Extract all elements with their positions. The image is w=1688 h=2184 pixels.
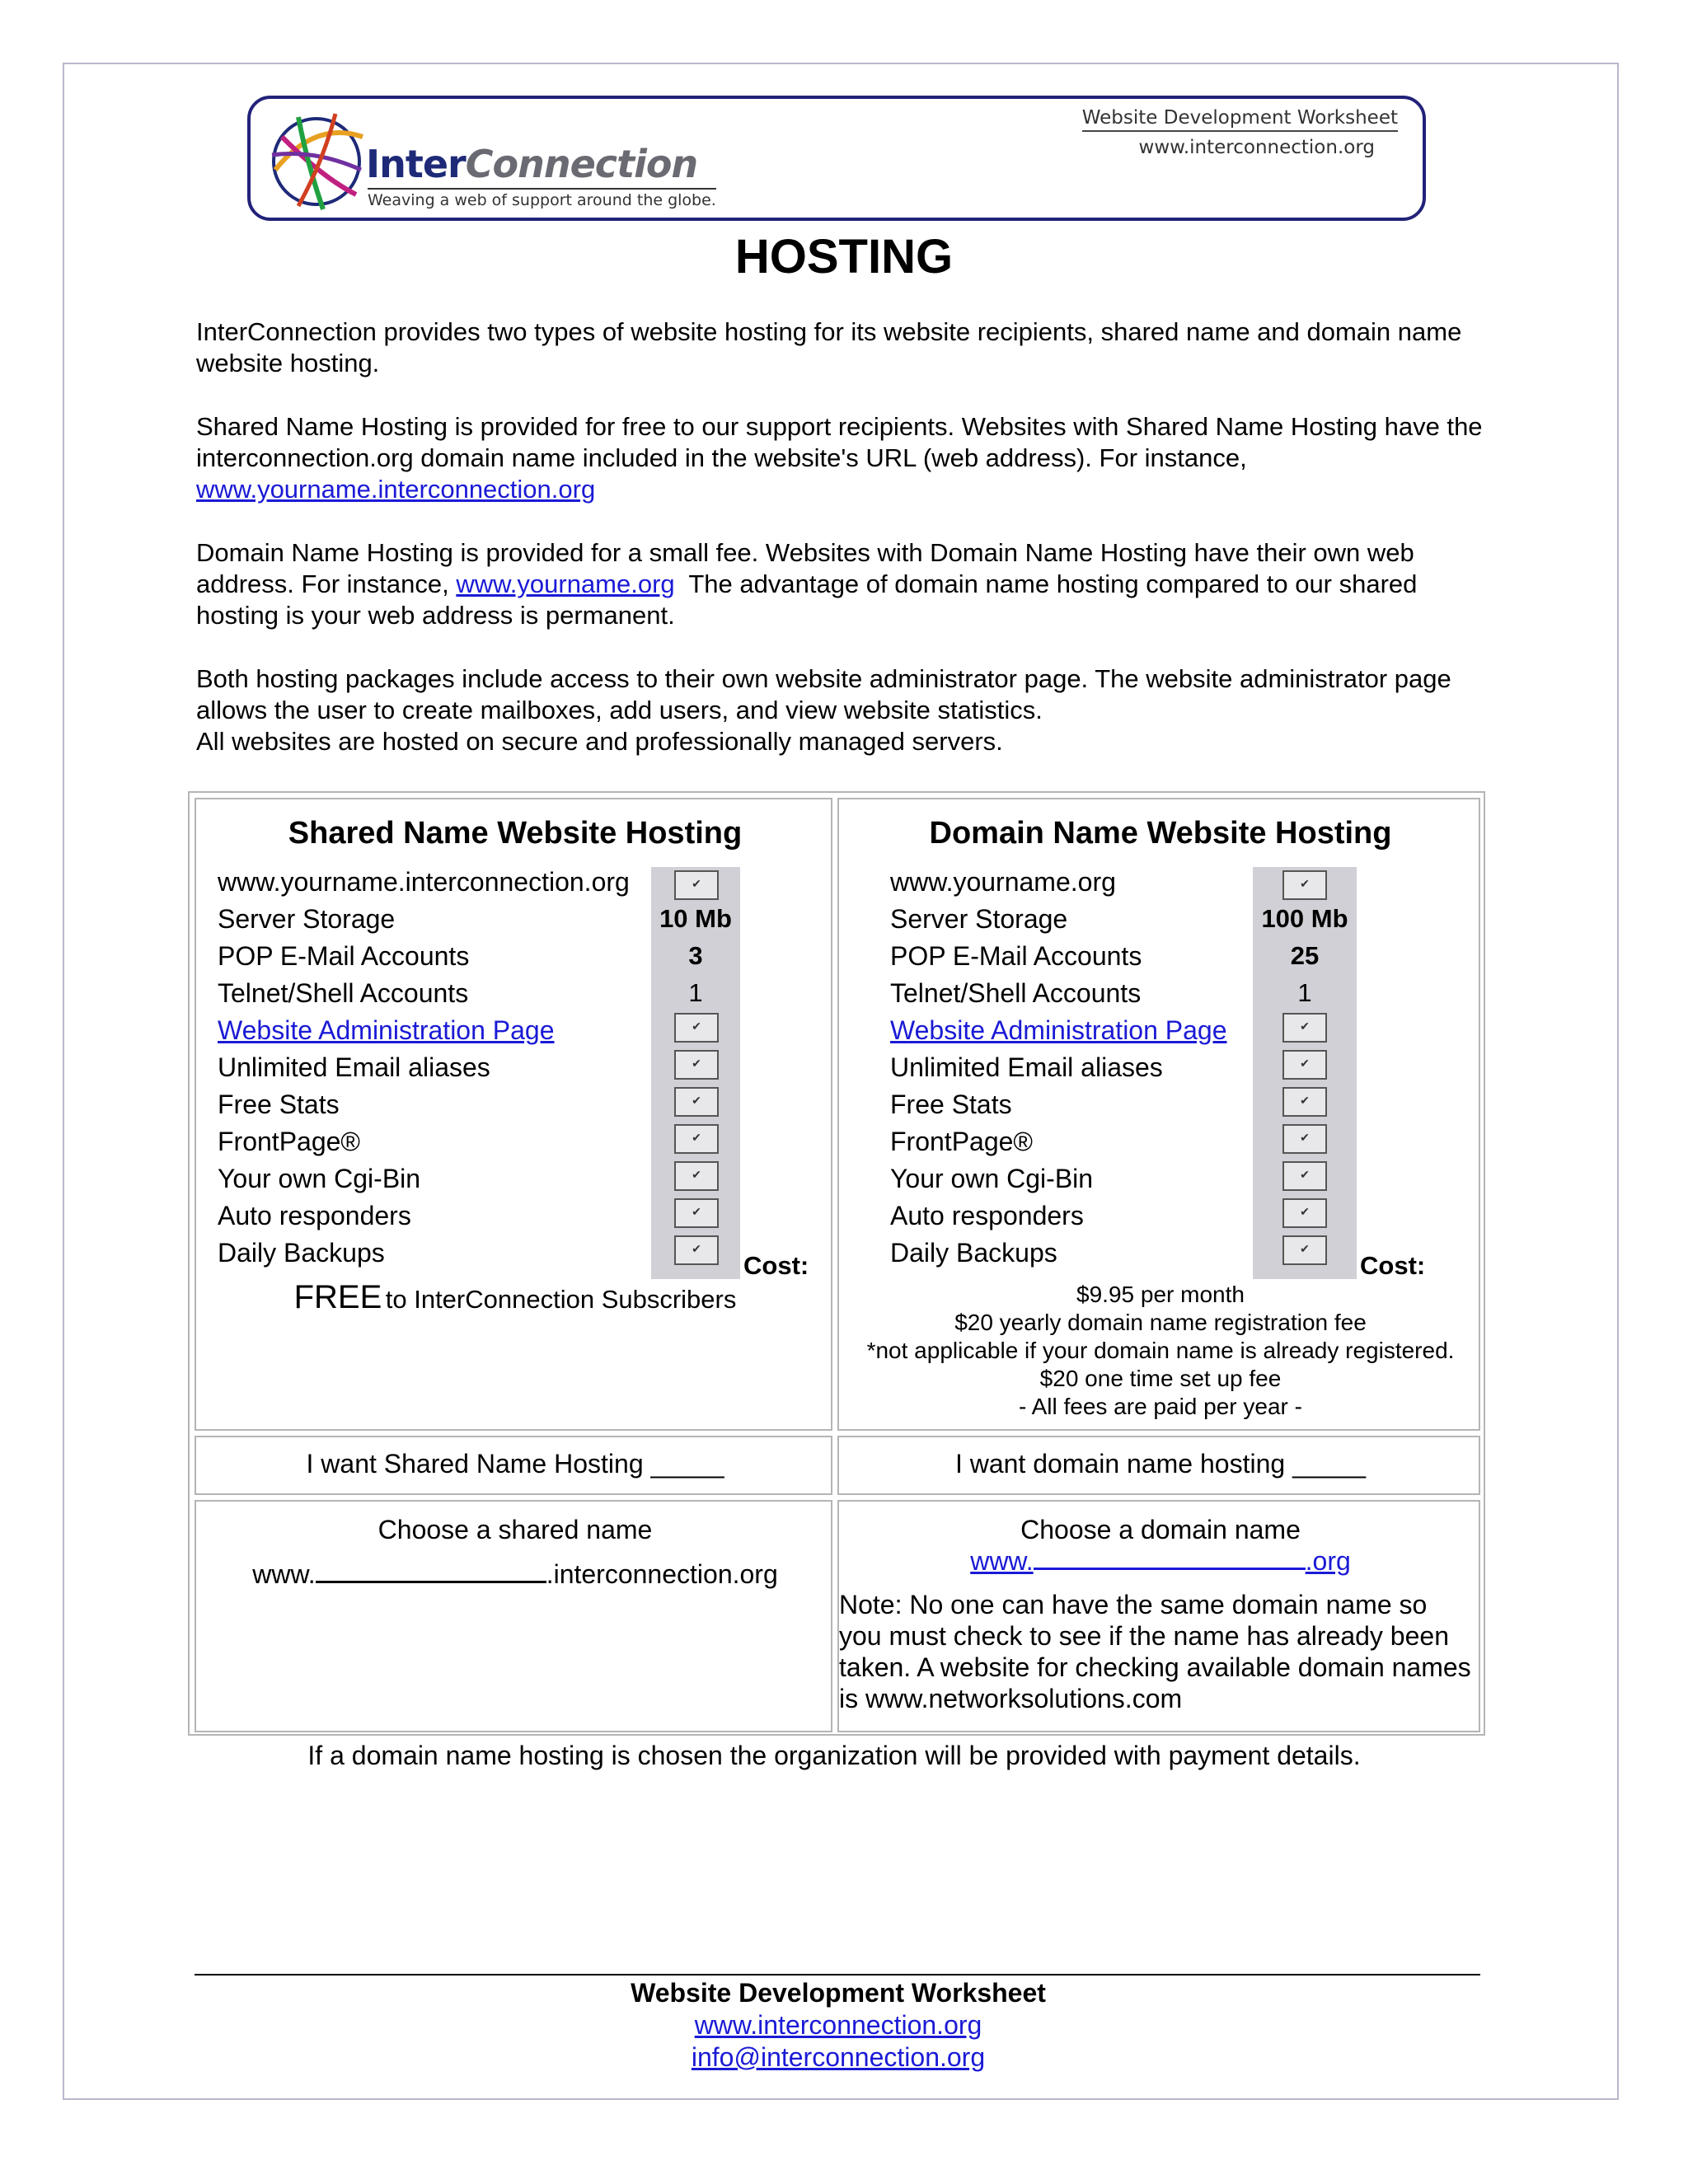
domain-cost-monthly: $9.95 per month [1076,1282,1245,1307]
logo-wordmark: InterConnection [366,142,698,186]
shared-pop-value: 3 [688,941,703,970]
shared-feature-storage: Server Storage [218,904,396,934]
shared-want-cell [195,1436,832,1495]
intro-paragraph-1: InterConnection provides two types of website hosting for its website recipients, shared name and domain name website hosting. [196,317,1462,377]
domain-choose-label: Choose a domain name [1020,1515,1301,1544]
domain-cost-note: *not applicable if your domain name is already registered. [866,1338,1455,1363]
domain-feature-stats: Free Stats [890,1090,1012,1119]
domain-cost-setup: $20 one time set up fee [1039,1366,1282,1391]
check-icon: ✔ [674,1013,719,1043]
shared-hosting-title: Shared Name Website Hosting [288,816,743,851]
header-banner [247,96,1426,221]
shared-feature-pop: POP E-Mail Accounts [218,941,470,971]
check-icon: ✔ [1282,1050,1327,1080]
shared-hosting-cell [195,798,832,1431]
domain-pop-value: 25 [1290,941,1320,970]
domain-feature-autoresponders: Auto responders [890,1201,1084,1230]
intro-paragraph-3-text-a: Domain Name Hosting is provided for a small fee. Websites with Domain Name Hosting have their own web address. For instance, [196,538,1414,598]
page-title: HOSTING [734,230,954,284]
intro-paragraph-3-text-b: The advantage of domain name hosting compared to our shared hosting is your web address is permanent. [196,569,1418,630]
shared-feature-autoresponders: Auto responders [218,1201,411,1230]
shared-telnet-value: 1 [688,978,703,1007]
shared-feature-stats: Free Stats [218,1090,340,1119]
check-icon: ✔ [1282,1198,1327,1228]
shared-feature-cgi: Your own Cgi-Bin [218,1164,421,1193]
domain-feature-aliases: Unlimited Email aliases [890,1052,1163,1082]
shared-admin-page-link[interactable]: Website Administration Page [218,1015,555,1045]
check-icon: ✔ [674,1050,719,1080]
shared-name-suffix: .interconnection.org [546,1559,778,1589]
domain-storage-value: 100 Mb [1261,904,1348,933]
shared-name-prefix: www. [252,1559,316,1589]
domain-name-blank[interactable] [1034,1546,1306,1570]
footer-email-row [0,2042,1676,2073]
domain-cost-annual: - All fees are paid per year - [1019,1394,1302,1419]
shared-feature-backups: Daily Backups [218,1238,385,1268]
domain-cost-lines [839,1281,1482,1421]
intro-paragraph-2 [196,411,1490,505]
domain-cost-label: Cost: [1360,1251,1426,1280]
footer-url-row [0,2010,1676,2041]
shared-name-blank[interactable] [316,1559,546,1583]
shared-cost-text [196,1279,834,1316]
payment-details-note: If a domain name hosting is chosen the organization will be provided with payment details. [307,1741,1361,1770]
shared-feature-url: www.yourname.interconnection.org [218,867,630,897]
domain-feature-storage: Server Storage [890,904,1068,934]
check-icon: ✔ [1282,1161,1327,1191]
domain-example-link[interactable]: www.yourname.org [456,569,675,598]
shared-feature-aliases: Unlimited Email aliases [218,1052,490,1082]
check-icon: ✔ [674,870,719,900]
domain-name-suffix: .org [1305,1546,1351,1576]
domain-hosting-cell [837,798,1480,1431]
intro-paragraph-2-text: Shared Name Hosting is provided for free to our support recipients. Websites with Shared Name Hosting have the interconnection.org domain name included in the website's URL (web address). For instance, [196,412,1483,472]
shared-free-description: to InterConnection Subscribers [385,1285,737,1314]
domain-want-cell [837,1436,1480,1495]
footer-title: Website Development Worksheet [631,1978,1046,2008]
domain-feature-cgi: Your own Cgi-Bin [890,1164,1094,1193]
domain-feature-list [890,864,1227,1272]
intro-paragraph-4-text: Both hosting packages include access to their own website administrator page. The website administrator page allows the user to create mailboxes, add users, and view website statistics. [196,664,1451,724]
domain-feature-frontpage: FrontPage® [890,1127,1033,1156]
domain-admin-page-link[interactable]: Website Administration Page [890,1015,1227,1045]
check-icon: ✔ [1282,1087,1327,1117]
domain-feature-telnet: Telnet/Shell Accounts [890,978,1142,1008]
check-icon: ✔ [674,1124,719,1154]
check-icon: ✔ [1282,1124,1327,1154]
footer-website-link[interactable]: www.interconnection.org [694,2010,982,2040]
domain-hosting-title: Domain Name Website Hosting [929,816,1392,851]
shared-feature-telnet: Telnet/Shell Accounts [218,978,469,1008]
shared-storage-value: 10 Mb [659,904,732,933]
shared-free-label: FREE [293,1279,382,1315]
intro-paragraph-3 [196,537,1490,631]
check-icon: ✔ [1282,1013,1327,1043]
logo-tagline: Weaving a web of support around the globe. [368,188,716,209]
domain-want-field[interactable]: I want domain name hosting _____ [954,1449,1367,1479]
banner-title: Website Development Worksheet [1082,107,1398,132]
shared-choose-cell [195,1500,832,1732]
check-icon: ✔ [674,1161,719,1191]
shared-choose-label: Choose a shared name [377,1515,653,1544]
check-icon: ✔ [1282,870,1327,900]
domain-note: Note: No one can have the same domain name so you must check to see if the name has already been taken. A website for checking available domain names is www.networksolutions.com [839,1590,1471,1713]
check-icon: ✔ [1282,1235,1327,1265]
footer-divider [195,1974,1480,1975]
check-icon: ✔ [674,1087,719,1117]
shared-want-field[interactable]: I want Shared Name Hosting _____ [306,1449,724,1479]
intro-paragraph-5-text: All websites are hosted on secure and professionally managed servers. [196,727,1003,756]
hosting-comparison-table [188,791,1485,1736]
banner-url: www.interconnection.org [1138,137,1375,158]
footer-email-link[interactable]: info@interconnection.org [691,2042,986,2072]
domain-name-entry[interactable] [839,1546,1482,1577]
domain-name-prefix: www. [970,1546,1034,1576]
check-icon: ✔ [674,1235,719,1265]
domain-feature-backups: Daily Backups [890,1238,1057,1268]
shared-feature-list [218,864,630,1272]
shared-name-entry [196,1559,834,1590]
domain-telnet-value: 1 [1297,978,1312,1007]
intro-paragraph-4 [196,663,1490,757]
domain-cost-registration: $20 yearly domain name registration fee [954,1310,1367,1335]
check-icon: ✔ [674,1198,719,1228]
shared-feature-frontpage: FrontPage® [218,1127,360,1156]
shared-cost-label: Cost: [743,1251,809,1280]
domain-feature-pop: POP E-Mail Accounts [890,941,1142,971]
shared-example-link[interactable]: www.yourname.interconnection.org [196,475,596,504]
domain-choose-cell [837,1500,1480,1732]
globe-logo-icon [265,104,373,219]
domain-feature-url: www.yourname.org [890,867,1116,897]
